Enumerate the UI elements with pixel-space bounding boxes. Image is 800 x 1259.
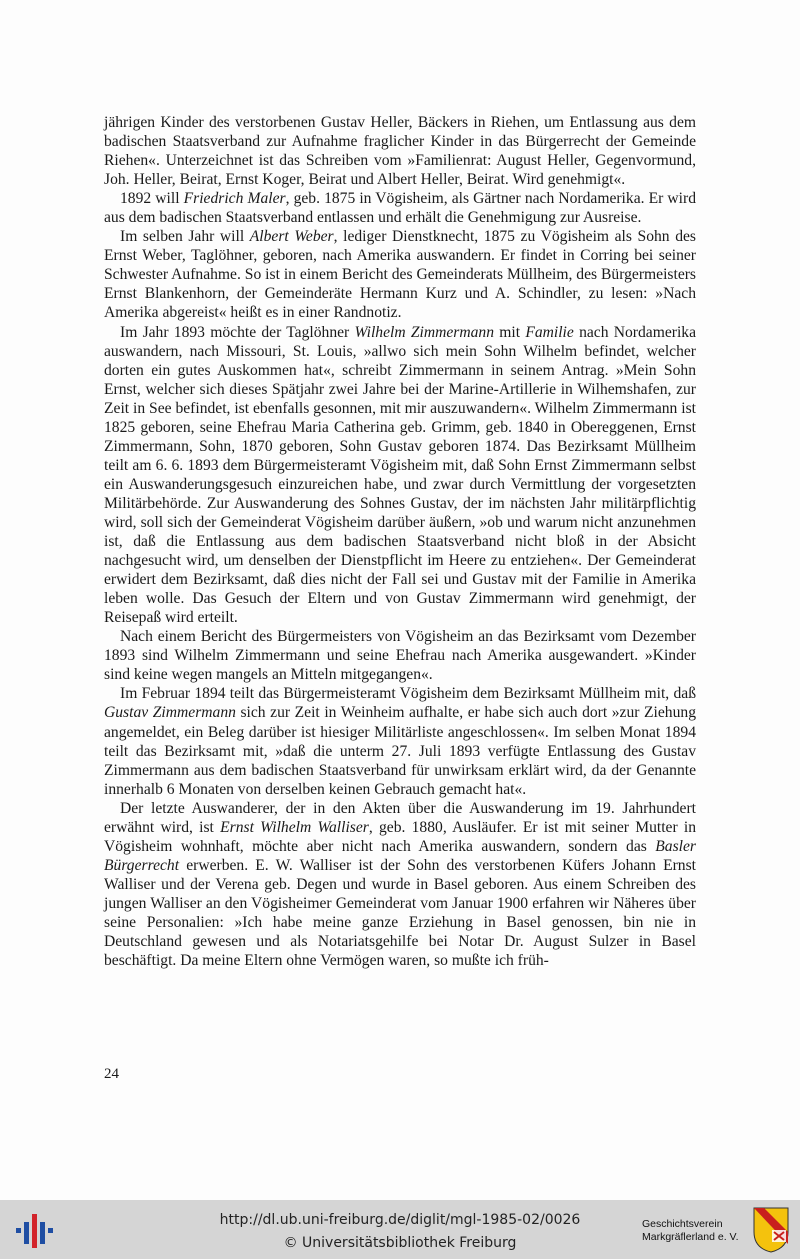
society-name-line1: Geschichtsverein bbox=[642, 1218, 723, 1230]
paragraph: Nach einem Bericht des Bürgermeisters von Vögisheim an das Bezirksamt vom Dezember 1893 sind Wilhelm Zimmermann und seine Ehefrau nach Amerika ausgewandert. »Kinder sind keine wegen mangels an Mitteln mitgegangen«. bbox=[104, 628, 696, 684]
paragraph: Im selben Jahr will Albert Weber, lediger Dienstknecht, 1875 zu Vögisheim als Sohn des Ernst Weber, Taglöhner, geboren, nach Amerika auswandern. Er findet in Corring bei seiner Schwester Aufnahme. So ist in einem Bericht des Gemeinderats Müllheim, des Bürgermeisters Ernst Blankenhorn, der Gemeinderäte Hermann Kurz und A. Schindler, zu lesen: »Nach Amerika abgereist« heißt es in einer Randnotiz. bbox=[104, 228, 696, 322]
emphasized-name: Albert Weber bbox=[249, 228, 334, 246]
coat-of-arms-icon bbox=[752, 1206, 790, 1254]
emphasized-word: Familie bbox=[525, 323, 574, 341]
page-number: 24 bbox=[104, 1066, 119, 1082]
library-logo-icon[interactable] bbox=[14, 1210, 54, 1250]
paragraph: jährigen Kinder des verstorbenen Gustav Heller, Bäckers in Riehen, um Entlassung aus dem badischen Staatsverband zur Aufnahme fraglicher Kinder in das Bürgerrecht der Gemeinde Riehen«. Unterzeichnet ist das Schreiben vom »Familienrat: August Heller, Gegenvormund, Joh. Heller, Beirat, Ernst Koger, Beirat und Albert Heller, Beirat. Wird genehmigt«. bbox=[104, 114, 696, 189]
paragraph: 1892 will Friedrich Maler, geb. 1875 in Vögisheim, als Gärtner nach Nordamerika. Er wird aus dem badischen Staatsverband entlassen und erhält die Genehmigung zur Ausreise. bbox=[104, 190, 696, 227]
document-url-link[interactable]: http://dl.ub.uni-freiburg.de/diglit/mgl-1985-02/0026 bbox=[219, 1212, 581, 1228]
society-name-line2: Markgräflerland e. V. bbox=[642, 1231, 739, 1243]
society-name[interactable] bbox=[642, 1218, 754, 1244]
emphasized-name: Ernst Wilhelm Walliser bbox=[220, 818, 369, 836]
copyright-notice: © Universitätsbibliothek Freiburg bbox=[283, 1235, 517, 1251]
body-text bbox=[104, 113, 696, 970]
emphasized-name: Gustav Zimmermann bbox=[104, 704, 236, 722]
emphasized-term: Basler Bürgerrecht bbox=[104, 837, 696, 874]
emphasized-name: Wilhelm Zimmermann bbox=[354, 323, 495, 341]
paragraph: Im Jahr 1893 möchte der Taglöhner Wilhelm Zimmermann mit Familie nach Nordamerika auswandern, nach Missouri, St. Louis, »allwo sich mein Sohn Wilhelm befindet, welcher dorten ein gutes Auskommen hat«, schreibt Zimmermann in seinem Antrag. »Mein Sohn Ernst, welcher sich dieses Spätjahr zwei Jahre bei der Marine-Artillerie in Wilhemshafen, zur Zeit in See befindet, ist ebenfalls gesonnen, mit mir auszuwandern«. Wilhelm Zimmermann ist 1825 geboren, seine Ehefrau Maria Catherina geb. Grimm, geb. 1840 in Obereggenen, Ernst Zimmermann, Sohn, 1870 geboren, Sohn Gustav geboren 1874. Das Bezirksamt Müllheim teilt am 6. 6. 1893 dem Bürgermeisteramt Vögisheim mit, daß Sohn Ernst Zimmermann selbst ein Auswanderungsgesuch einzureichen habe, und zwar durch Vermittlung der vorgesetzten Militärbehörde. Zur Auswanderung des Sohnes Gustav, der im nächsten Jahr militärpflichtig wird, soll sich der Gemeinderat Vögisheim darüber äußern, »ob und warum nicht anzunehmen ist, daß die Entlassung aus dem badischen Staatsverband nicht bloß in der Absicht nachgesucht wird, um denselben der Dienstpflicht im Heere zu entziehen«. Der Gemeinderat erwidert dem Bezirksamt, daß dies nicht der Fall sei und Gustav mit der Familie in Amerika leben wolle. Das Gesuch der Eltern und von Gustav Zimmermann wird genehmigt, der Reisepaß wird erteilt. bbox=[104, 323, 697, 627]
viewer-footer bbox=[0, 1200, 800, 1259]
paragraph: Im Februar 1894 teilt das Bürgermeisteramt Vögisheim dem Bezirksamt Müllheim mit, daß Gustav Zimmermann sich zur Zeit in Weinheim aufhalte, er habe sich auch dort »zur Ziehung angemeldet, ein Beleg darüber ist hiesiger Militärliste angeschlossen«. Im selben Monat 1894 teilt das Bezirksamt mit, »daß die unterm 27. Juli 1893 verfügte Entlassung des Gustav Zimmermann aus dem badischen Staatsverband für unwirksam erklärt wird, da der Genannte innerhalb 6 Monaten von derselben keinen Gebrauch gemacht hat«. bbox=[104, 685, 696, 798]
emphasized-name: Friedrich Maler bbox=[183, 190, 286, 208]
paragraph: Der letzte Auswanderer, der in den Akten über die Auswanderung im 19. Jahrhundert erwähnt wird, ist Ernst Wilhelm Walliser, geb. 1880, Ausläufer. Er ist mit seiner Mutter in Vögisheim wohnhaft, möchte aber nicht nach Amerika auswandern, sondern das Basler Bürgerrecht erwerben. E. W. Walliser ist der Sohn des verstorbenen Küfers Johann Ernst Walliser und der Verena geb. Degen und wurde in Basel geboren. Aus einem Schreiben des jungen Walliser an den Vögisheimer Gemeinderat vom Januar 1900 erfahren wir Näheres über seine Personalien: »Ich habe meine ganze Erziehung in Basel genossen, bin nie in Deutschland gewesen und als Notariatsgehilfe bei Notar Dr. August Sulzer in Basel beschäftigt. Da meine Eltern ohne Vermögen waren, so mußte ich früh- bbox=[104, 799, 696, 970]
